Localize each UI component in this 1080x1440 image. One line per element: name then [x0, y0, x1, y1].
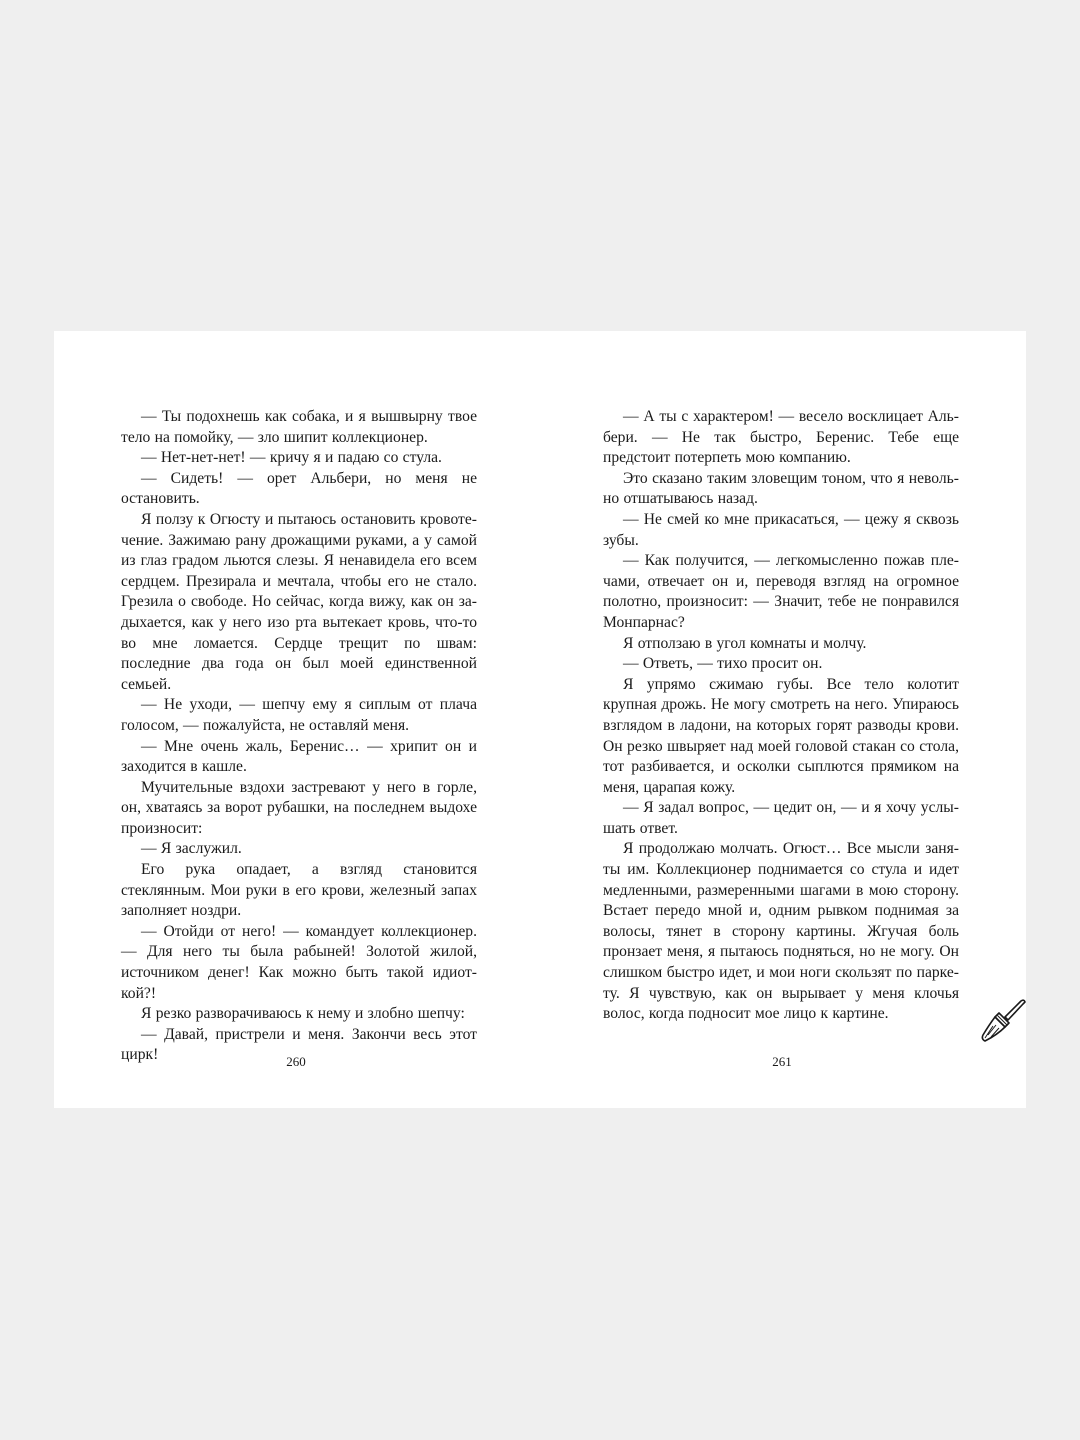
paragraph: — Мне очень жаль, Беренис… — хрипит он и заходится в кашле.: [121, 737, 477, 776]
paragraph: Его рука опадает, а взгляд становится стеклянным. Мои руки в его крови, железный запах заполняет ноздри.: [121, 861, 477, 920]
paragraph: — Отойди от него! — командует коллекционер. — Для него ты была рабыней! Золотой жилой, источником денег! Как можно быть такой идиоткой?!: [121, 922, 477, 1002]
paragraph: — Нет-нет-нет! — кричу я и падаю со стула.: [141, 449, 442, 467]
paragraph: Я продолжаю молчать. Огюст… Все мысли заняты им. Коллекционер поднимается со стула и идет медленными, размеренными шагами в мою сторону. Встает передо мной и, одним рывком поднимая за волосы, тянет в сторону картины. Жгучая боль пронзает меня, я пытаюсь подняться, но не могу. Он слишком быстро идет, и мои ноги скользят по паркету. Я чувствую, как он вырывает у меня клочья волос, когда подносит мое лицо к картине.: [603, 840, 959, 1023]
paragraph: — Ты подохнешь как собака, и я вышвырну твое тело на помойку, — зло шипит коллекционер.: [121, 408, 477, 446]
paragraph: — Не уходи, — шепчу ему я сиплым от плача голосом, — пожалуйста, не оставляй меня.: [121, 696, 477, 734]
paragraph: — Как получится, — легкомысленно пожав плечами, отвечает он и, переводя взгляд на огромное полотно, произносит: — Значит, тебе не понравился Монпарнас?: [603, 552, 959, 631]
paragraph: Это сказано таким зловещим тоном, что я невольно отшатываюсь назад.: [603, 469, 959, 508]
left-page-text: [121, 407, 477, 1066]
paragraph: — Сидеть! — орет Альбери, но меня не остановить.: [121, 469, 477, 508]
paragraph: — Я задал вопрос, — цедит он, — и я хочу услышать ответ.: [603, 799, 959, 837]
paragraph: Я ползу к Огюсту и пытаюсь остановить кровотечение. Зажимаю рану дрожащими руками, а у самой из глаз градом льются слезы. Я ненавидела его всем сердцем. Презирала и мечтала, чтобы его не стало. Грезила о свободе. Но сейчас, когда вижу, как он задыхается, как у него изо рта вытекает кровь, что-то во мне ломается. Сердце трещит по швам: последние два года он был моей единственной семьей.: [121, 510, 477, 693]
page-number-right: 261: [772, 1054, 792, 1069]
paintbrush-icon: [975, 995, 1027, 1047]
page-number-left: 260: [286, 1054, 306, 1069]
paragraph: — А ты с характером! — весело восклицает Альбери. — Не так быстро, Беренис. Тебе еще предстоит потерпеть мою компанию.: [603, 408, 959, 467]
right-page-text: [603, 407, 959, 1025]
paragraph: Я отползаю в угол комнаты и молчу.: [623, 634, 867, 652]
paragraph: Мучительные вздохи застревают у него в горле, он, хватаясь за ворот рубашки, на последнем выдохе произносит:: [121, 778, 477, 837]
paragraph: — Давай, пристрели и меня. Закончи весь этот цирк!: [121, 1025, 477, 1064]
paragraph: — Ответь, — тихо просит он.: [623, 655, 823, 673]
paragraph: Я упрямо сжимаю губы. Все тело колотит крупная дрожь. Не могу смотреть на него. Упираюсь взглядом в ладони, на которых горят разводы крови. Он резко швыряет над моей головой стакан со стола, тот разбивается, и осколки сыплются прямиком на меня, царапая кожу.: [603, 675, 959, 796]
book-spread: [54, 331, 1026, 1108]
paragraph: — Я заслужил.: [141, 840, 242, 858]
paragraph: Я резко разворачиваюсь к нему и злобно шепчу:: [141, 1005, 465, 1023]
paragraph: — Не смей ко мне прикасаться, — цежу я сквозь зубы.: [603, 510, 959, 549]
